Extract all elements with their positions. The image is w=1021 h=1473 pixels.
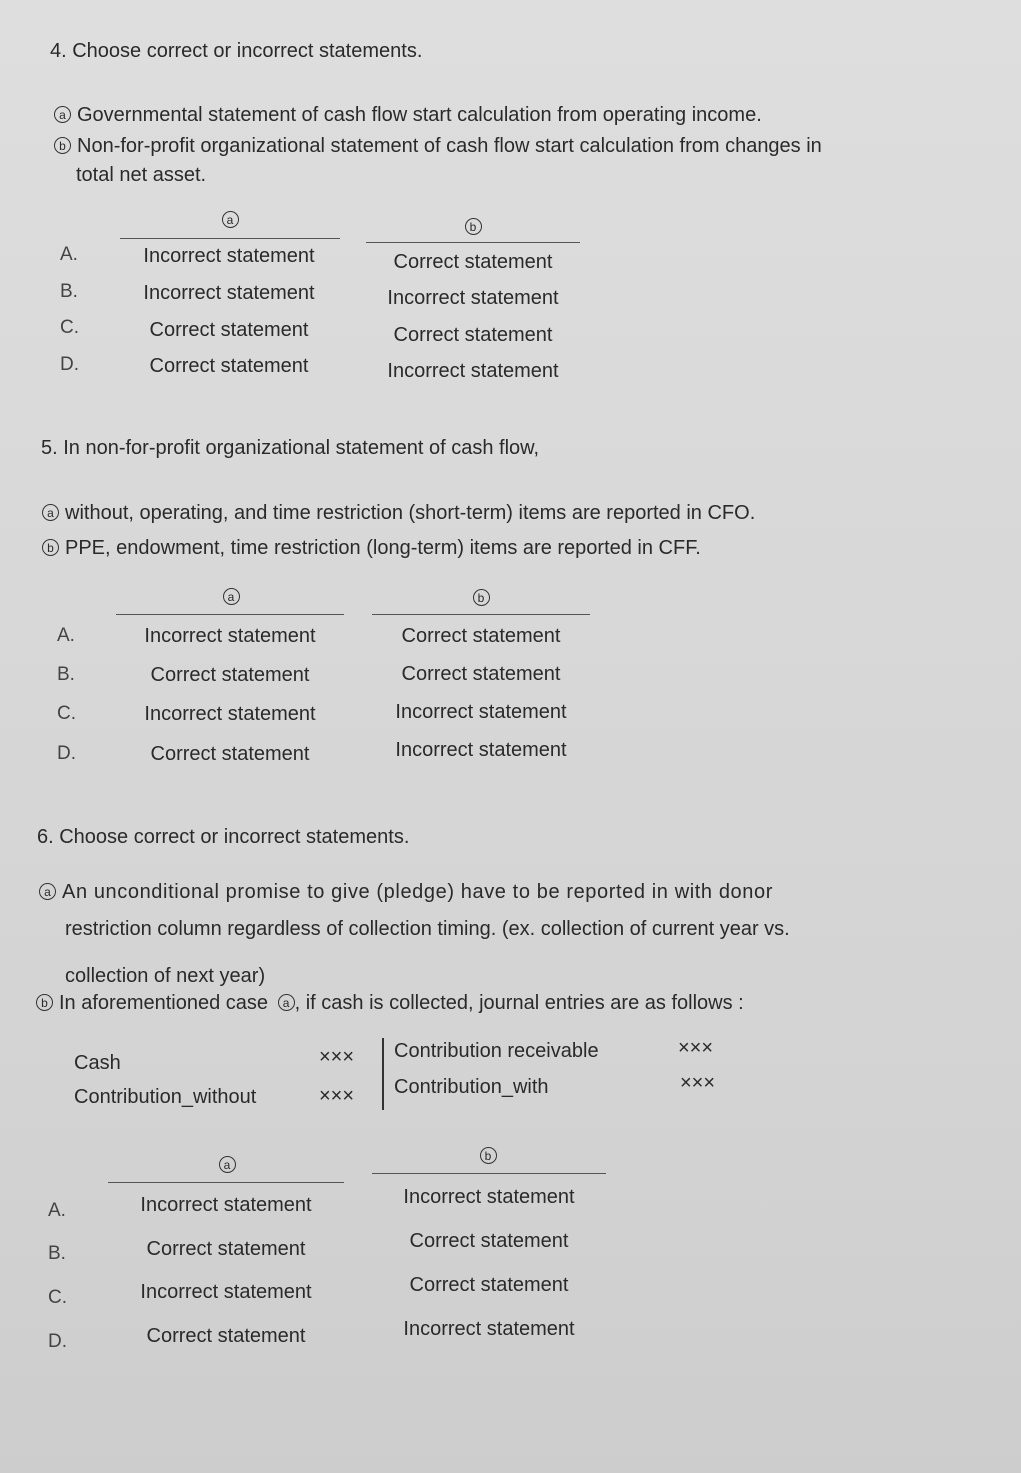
q5-option-a-cell: Correct statement [150,743,310,765]
q4-option-letter: D. [60,354,79,375]
q4-col-a-rule [120,238,340,239]
q5-title: 5. In non-for-profit organizational statement of cash flow, [41,437,540,459]
q4-option-a-cell: Incorrect statement [143,245,315,267]
q6-statement-a [39,881,773,904]
q4-option-letter: A. [60,244,78,265]
q4-option-a-cell: Incorrect statement [143,282,315,304]
journal-credit-amount: ××× [678,1037,714,1059]
journal-credit-account: Contribution_with [394,1076,549,1098]
q6-option-a-cell: Incorrect statement [140,1281,312,1303]
q5-option-letter: B. [57,664,75,685]
q5-option-letter: D. [57,743,76,764]
q5-col-a-header: a [221,588,241,608]
q4-option-b-cell: Incorrect statement [387,287,559,309]
q6-col-a-rule [108,1182,344,1183]
marker-a: a [54,106,71,123]
q5-option-b-cell: Incorrect statement [395,739,567,761]
q4-option-a-cell: Correct statement [149,355,309,377]
q6-statement-a-line2: restriction column regardless of collection timing. (ex. collection of current year vs. [65,918,790,940]
q6-statement-a-line1: An unconditional promise to give (pledge) have to be reported in with donor [62,881,773,903]
marker-a-inline: a [278,994,295,1011]
q4-statement-b-cont: total net asset. [76,164,207,186]
journal-debit-amount: ××× [319,1046,355,1068]
q5-col-b-header: b [471,589,491,609]
q6-option-a-cell: Incorrect statement [140,1194,312,1216]
marker-b: b [54,137,71,154]
q4-option-b-cell: Correct statement [393,251,553,273]
q4-statement-a [54,104,762,127]
q4-option-letter: C. [60,317,79,338]
q6-statement-a-line3: collection of next year) [65,965,266,987]
q5-col-b-rule [372,614,590,615]
q4-col-b-rule [366,242,580,243]
marker-a: a [39,883,56,900]
q5-statement-a-text: without, operating, and time restriction (short-term) items are reported in CFO. [65,502,756,524]
q6-option-a-cell: Correct statement [146,1238,306,1260]
q6-col-b-rule [372,1173,606,1174]
q5-statement-a [42,502,755,525]
q6-option-b-cell: Incorrect statement [403,1318,575,1340]
q5-option-a-cell: Incorrect statement [144,703,316,725]
journal-debit-account: Contribution_without [74,1086,257,1108]
marker-a: a [42,504,59,521]
q6-option-b-cell: Incorrect statement [403,1186,575,1208]
q6-statement-b-text-pre: In aforementioned case [59,992,269,1014]
q6-option-b-cell: Correct statement [409,1230,569,1252]
q6-title: 6. Choose correct or incorrect statements. [37,826,410,848]
q4-statement-b-text: Non-for-profit organizational statement of cash flow start calculation from changes in [77,135,822,157]
journal-divider [382,1038,384,1110]
q5-statement-b-text: PPE, endowment, time restriction (long-term) items are reported in CFF. [65,537,701,559]
journal-debit-account: Cash [74,1052,121,1074]
journal-debit-amount: ××× [319,1085,355,1107]
q6-option-letter: D. [48,1331,67,1352]
q5-option-a-cell: Correct statement [150,664,310,686]
q6-option-letter: C. [48,1287,67,1308]
q6-statement-b [36,992,744,1015]
q4-option-a-cell: Correct statement [149,319,309,341]
marker-b: b [36,994,53,1011]
q4-col-a-header: a [220,211,240,231]
q6-option-letter: A. [48,1200,66,1221]
q6-option-b-cell: Correct statement [409,1274,569,1296]
marker-b: b [42,539,59,556]
q4-option-letter: B. [60,281,78,302]
q4-option-b-cell: Incorrect statement [387,360,559,382]
q4-statement-a-text: Governmental statement of cash flow start calculation from operating income. [77,104,762,126]
q6-col-a-header: a [217,1156,237,1176]
q5-option-letter: C. [57,703,76,724]
q5-option-a-cell: Incorrect statement [144,625,316,647]
q6-col-b-header: b [478,1147,498,1167]
journal-credit-amount: ××× [680,1072,716,1094]
q6-option-letter: B. [48,1243,66,1264]
q4-option-b-cell: Correct statement [393,324,553,346]
q4-col-b-header: b [463,218,483,238]
journal-credit-account: Contribution receivable [394,1040,599,1062]
q5-option-b-cell: Incorrect statement [395,701,567,723]
q6-statement-b-text-post: , if cash is collected, journal entries are as follows : [294,992,744,1014]
q5-option-letter: A. [57,625,75,646]
q4-title: 4. Choose correct or incorrect statements. [50,40,423,62]
q6-option-a-cell: Correct statement [146,1325,306,1347]
q5-statement-b [42,537,701,560]
q5-option-b-cell: Correct statement [401,625,561,647]
q4-statement-b [54,135,822,158]
q5-col-a-rule [116,614,344,615]
q5-option-b-cell: Correct statement [401,663,561,685]
